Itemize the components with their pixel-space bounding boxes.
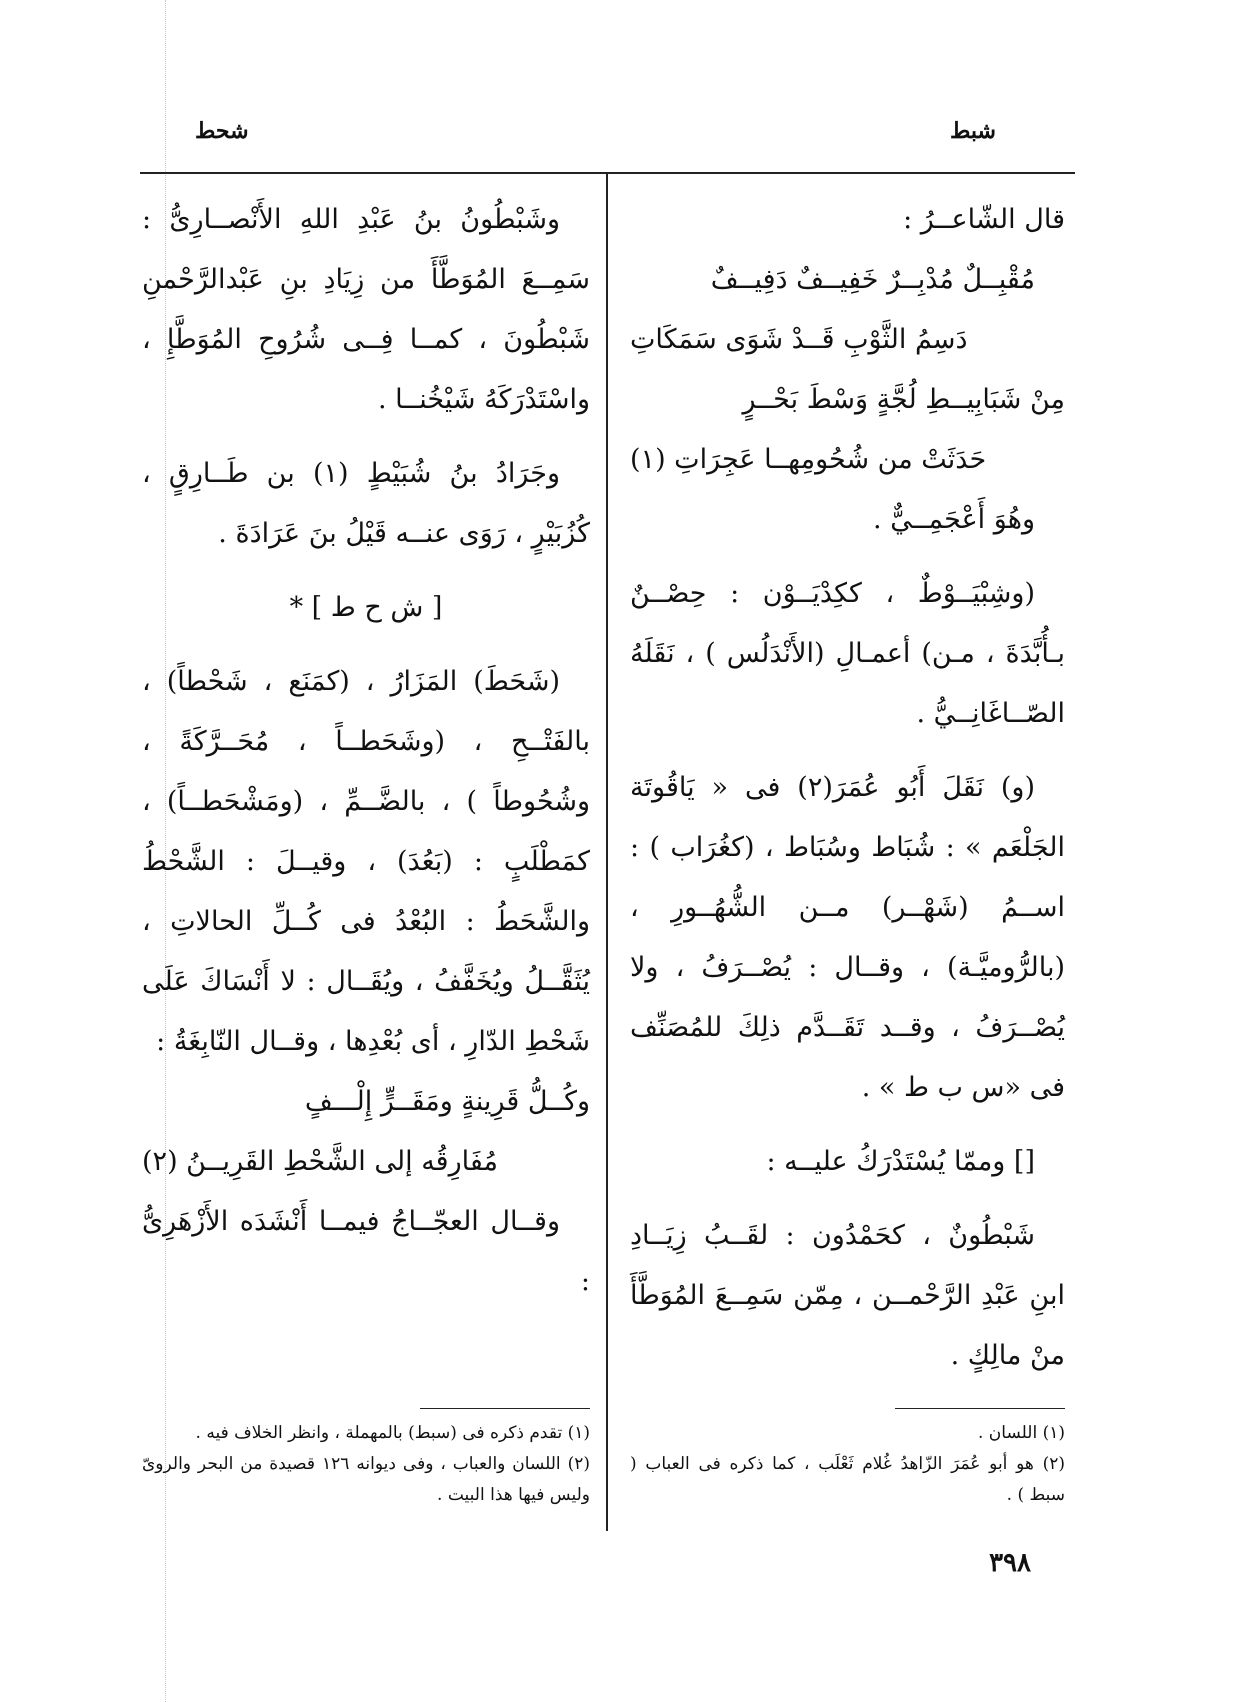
header-right-word: شبط bbox=[950, 118, 996, 144]
column-divider bbox=[606, 173, 608, 1531]
left-paragraph-4: وقــال العجّــاجُ فيمــا أَنْشَدَه الأَزْهَرِىُّ : bbox=[142, 1206, 590, 1297]
right-paragraph-4: (و) نَقَلَ أَبُو عُمَرَ(٢) فى « يَاقُوتَة الجَلْعَم » : شُبَاط وسُبَاط ، (كغُرَاب ) : اســمُ (شَهْــر) مــن الشُّهُــورِ ، (بالرُّوميَّـة) ، وقــال : يُصْــرَفُ ، ولا يُصْــرَفُ ، وقــد تَقَــدَّم ذلِكَ للمُصَنِّف فى «س ب ط » . bbox=[630, 772, 1065, 1103]
left-paragraph-1: وشَبْطُونُ بنُ عَبْدِ اللهِ الأَنْصــارِىُّ : سَمِــعَ المُوَطَّأَ من زِيَادِ بنِ عَبْدالرَّحْمنِ شَبْطُونَ ، كمــا فِــى شُرُوحِ المُوَطَّإِ ، واسْتَدْرَكَهُ شَيْخُنــا . bbox=[142, 204, 590, 415]
entry-heading: [ ش ح ط ] * bbox=[289, 592, 443, 623]
footnote-left-2: (٢) اللسان والعباب ، وفى ديوانه ١٢٦ قصيدة من البحر والروىّ وليس فيها هذا البيت . bbox=[142, 1454, 590, 1505]
page-number: ٣٩٨ bbox=[989, 1548, 1031, 1578]
right-column bbox=[630, 190, 1065, 1386]
right-paragraph-2: وهُوَ أَعْجَمِــيٌّ . bbox=[873, 504, 1035, 535]
footnote-right-2: (٢) هو أبو عُمَرَ الزّاهدُ غُلام ثَعْلَب ، كما ذكره فى العباب ( سبط ) . bbox=[630, 1454, 1065, 1505]
right-paragraph-3: (وشِبْيَــوْطٌ ، ككِدْيَــوْن : حِصْــنٌ بـأُبَّدَةَ ، مـن) أعمـالِ (الأَنْدَلُس ) ، نَقَلَهُ الصّــاغَانِــيُّ . bbox=[630, 578, 1065, 729]
left-verse-second: مُفَارِقُه إلى الشَّحْطِ القَرِيــنُ (٢) bbox=[142, 1146, 498, 1177]
right-verse-2-first: مِنْ شَبَابِيــطِ لُجَّةٍ وَسْطَ بَحْــرٍ bbox=[742, 384, 1065, 415]
right-paragraph-6: شَبْطُونٌ ، كحَمْدُون : لقَــبُ زِيَــادِ ابنِ عَبْدِ الرَّحْمــن ، مِمّن سَمِــعَ المُوَطَّأَ منْ مالِكٍ . bbox=[630, 1220, 1065, 1371]
left-paragraph-3: (شَحَطَ) المَزَارُ ، (كمَنَع ، شَحْطاً) ، بالفَتْــحِ ، (وشَحَطــاً ، مُحَــرَّكَةً ، وشُحُوطاً ) ، بالضَّــمِّ ، (ومَشْحَطــاً) ، كمَطْلَبٍ : (بَعُدَ) ، وقيــلَ : الشَّحْطُ والشَّحَطُ : البُعْدُ فى كُــلِّ الحالاتِ ، يُثَقَّــلُ ويُخَفَّفُ ، ويُقَــال : لا أَنْسَاكَ عَلَى شَحْطِ الدّارِ ، أى بُعْدِها ، وقــال النّابِغَةُ : bbox=[142, 666, 590, 1057]
right-paragraph-5: [] وممّا يُسْتَدْرَكُ عليــه : bbox=[766, 1146, 1035, 1177]
footnote-rule-left bbox=[420, 1408, 590, 1409]
left-verse-first: وكُــلُّ قَرِينةٍ ومَقَــرٍّ إِلْـــفٍ bbox=[304, 1086, 590, 1117]
right-verse-1-second: دَسِمُ الثَّوْبِ قَــدْ شَوَى سَمَكَاتِ bbox=[630, 324, 968, 355]
footnote-left-1: (١) تقدم ذكره فى (سبط) بالمهملة ، وانظر الخلاف فيه . bbox=[195, 1423, 590, 1443]
footnotes-right bbox=[630, 1418, 1065, 1511]
left-column bbox=[142, 190, 590, 1312]
footnotes-left bbox=[142, 1418, 590, 1511]
right-verse-2-second: حَدَثَتْ من شُحُومِهــا عَجِرَاتِ (١) bbox=[630, 444, 987, 475]
footnote-right-1: (١) اللسان . bbox=[978, 1423, 1065, 1443]
left-paragraph-2: وجَرَادُ بنُ شُبَيْطٍ (١) بن طَــارِقٍ ، كُزُبَيْرٍ ، رَوَى عنــه قَيْلُ بنَ عَرَادَةَ . bbox=[142, 458, 590, 549]
footnote-rule-right bbox=[895, 1408, 1065, 1409]
right-verse-1-first: مُقْبِــلٌ مُدْبِــرٌ خَفِيــفٌ دَفِيــفٌ bbox=[710, 264, 1035, 295]
right-paragraph-1: قال الشّاعــرُ : bbox=[903, 204, 1065, 235]
header-left-word: شحط bbox=[195, 118, 249, 144]
